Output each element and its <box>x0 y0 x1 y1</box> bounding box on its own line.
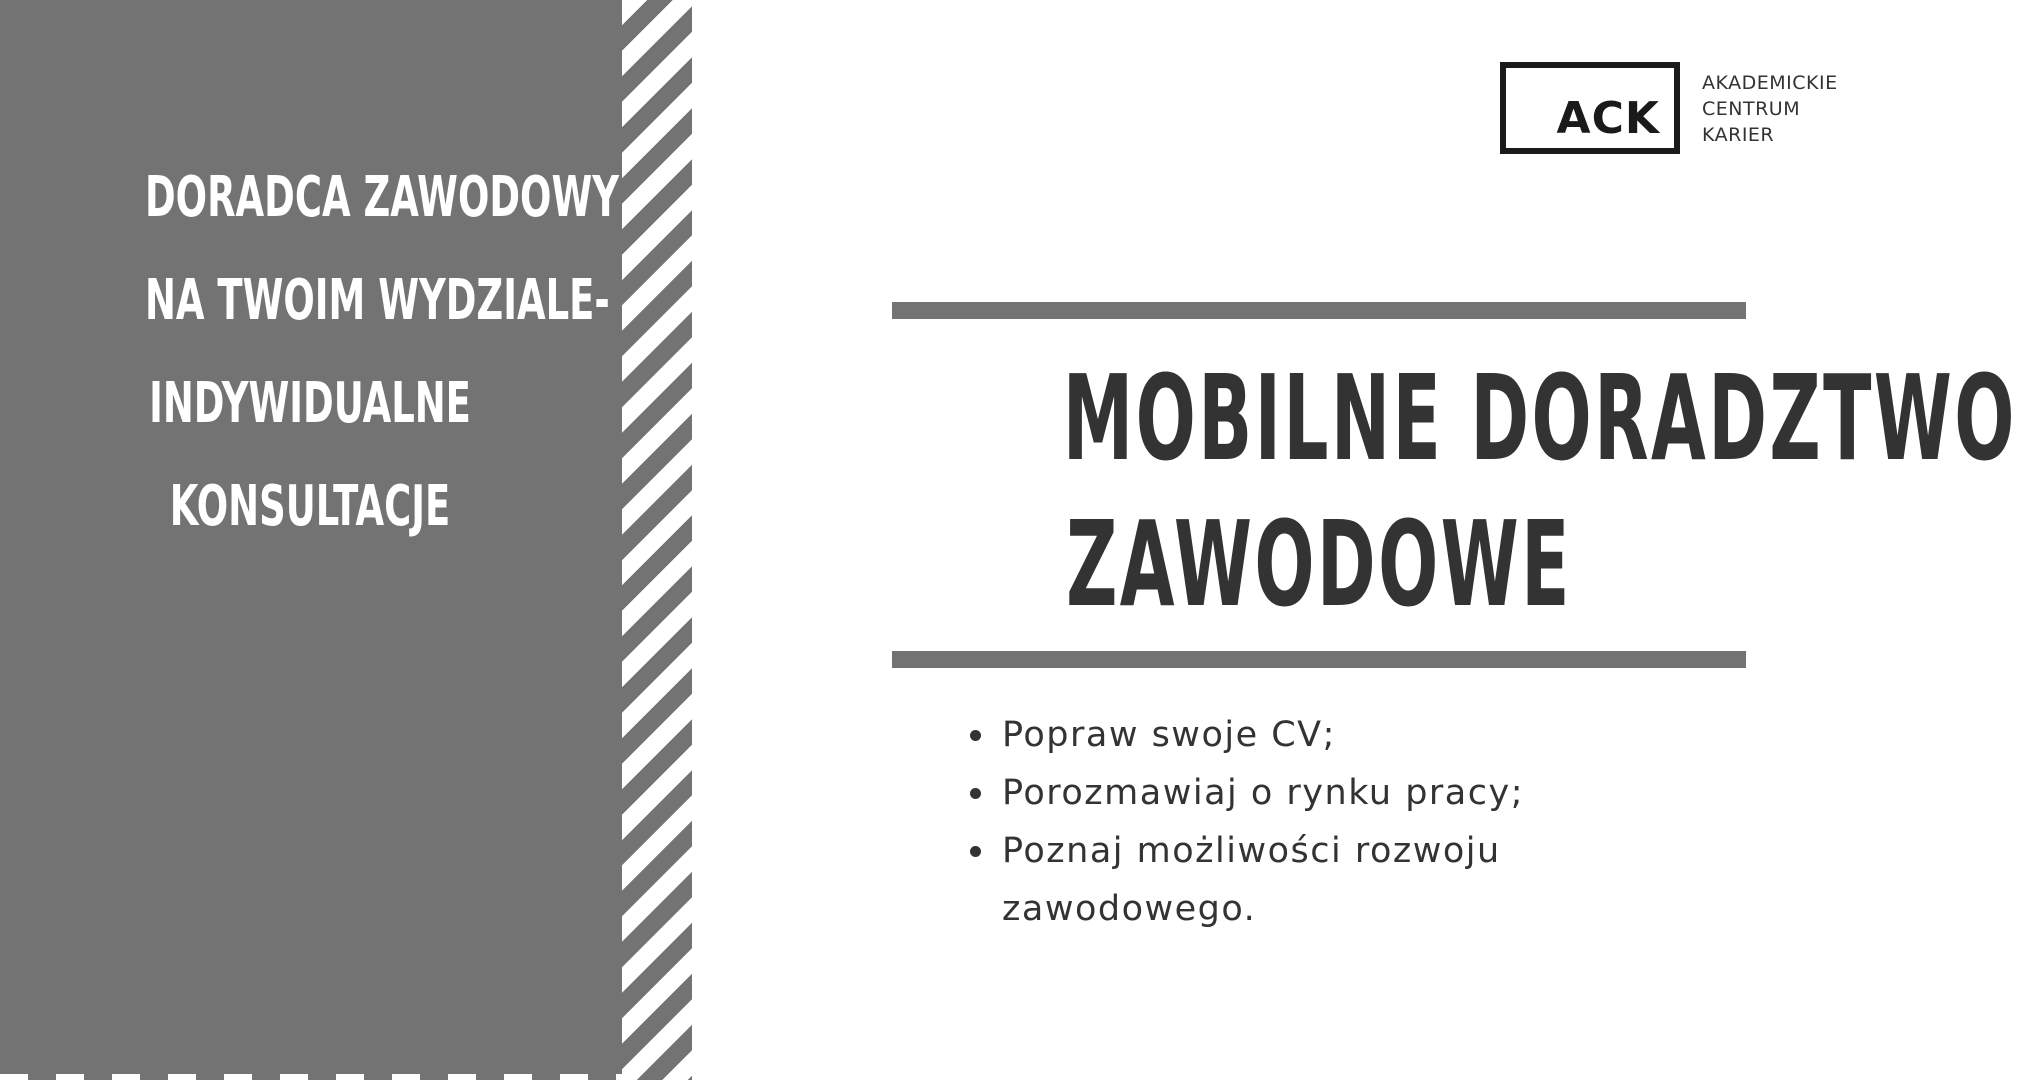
left-heading-line: NA TWOIM WYDZIALE- <box>145 268 610 333</box>
bullet-item: Popraw swoje CV; <box>968 706 1588 764</box>
left-heading-line: DORADCA ZAWODOWY <box>145 165 620 230</box>
ack-logo <box>1500 62 1860 154</box>
logo-box <box>1500 62 1680 154</box>
bullet-list <box>968 706 1588 938</box>
diagonal-stripes-decoration <box>622 0 692 1080</box>
top-divider <box>892 302 1746 319</box>
main-title <box>892 345 2017 637</box>
main-title-line: ZAWODOWE <box>1066 495 1572 633</box>
logo-text <box>1702 70 1838 148</box>
left-heading <box>145 146 620 558</box>
bottom-dash-decoration <box>0 1074 622 1080</box>
left-panel <box>0 0 622 1080</box>
logo-letters: ACK <box>1556 93 1660 144</box>
bottom-divider <box>892 651 1746 668</box>
logo-text-line: KARIER <box>1702 124 1775 146</box>
left-heading-line: INDYWIDUALNE <box>149 371 471 436</box>
bullet-item: Poznaj możliwości rozwoju zawodowego. <box>968 822 1588 938</box>
bullet-item: Porozmawiaj o rynku pracy; <box>968 764 1588 822</box>
left-heading-line: KONSULTACJE <box>169 474 451 539</box>
main-title-line: MOBILNE DORADZTWO <box>1062 349 2017 487</box>
logo-text-line: CENTRUM <box>1702 98 1801 120</box>
logo-text-line: AKADEMICKIE <box>1702 72 1838 94</box>
